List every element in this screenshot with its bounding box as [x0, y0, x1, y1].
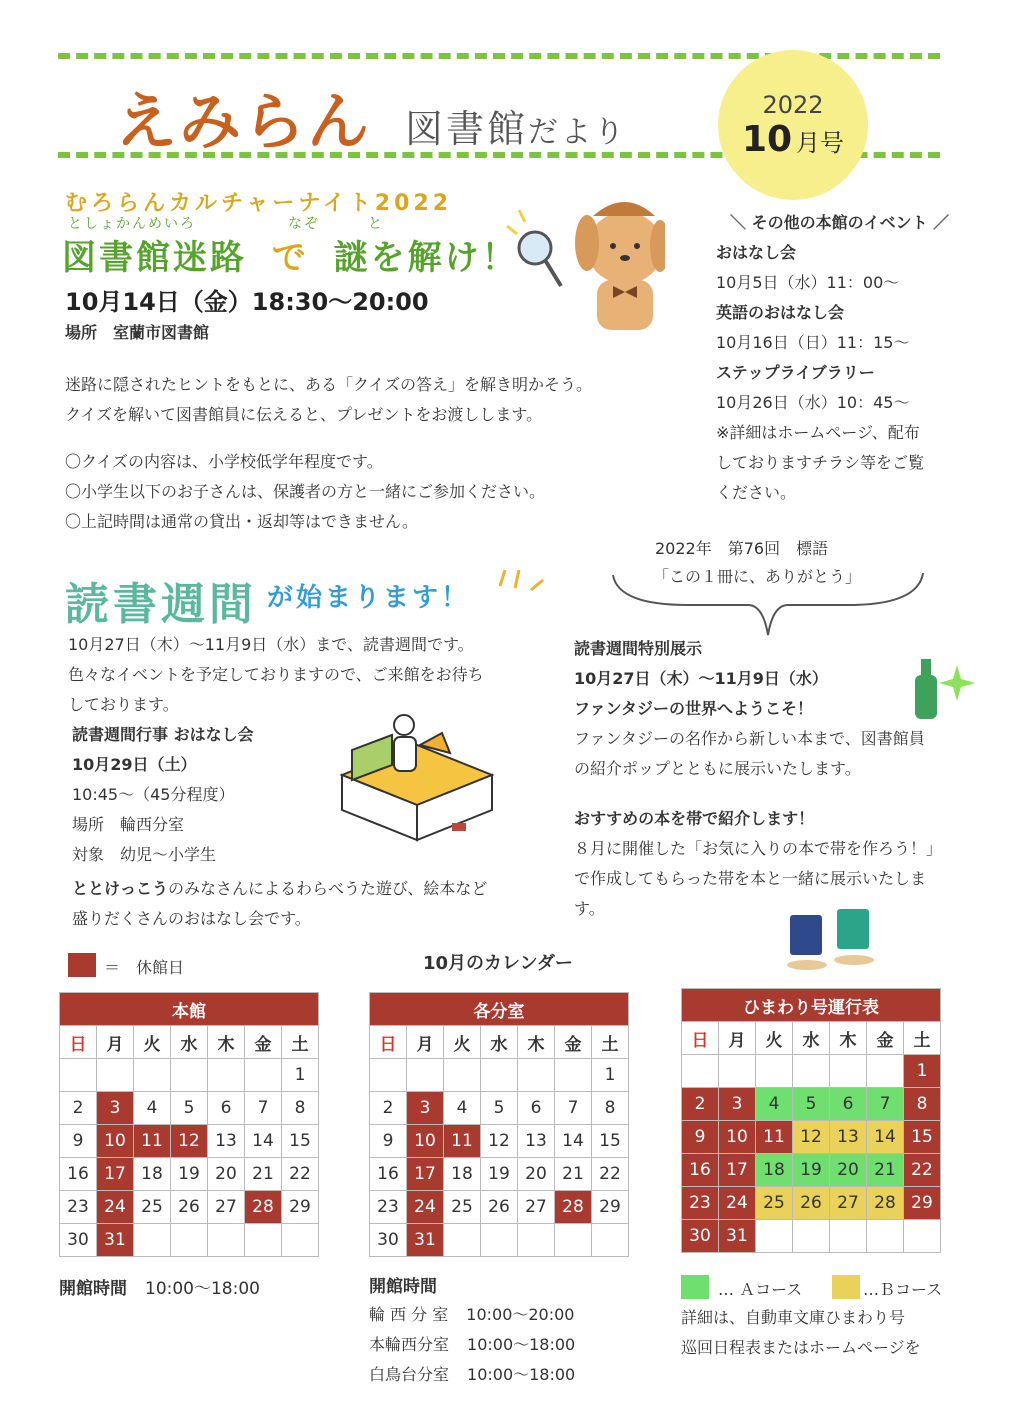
- bottle-sparkle-illustration: [905, 655, 977, 725]
- calendar-day: [793, 1055, 830, 1088]
- calendar-day: [60, 1059, 97, 1092]
- event-3-when: 10月26日（水）10：45〜: [716, 393, 910, 412]
- calendar-day: 2: [60, 1092, 97, 1125]
- calendar-day: [518, 1224, 555, 1257]
- event-notes: 〇クイズの内容は、小学校低学年程度です。 〇小学生以下のお子さんは、保護者の方と一緒にご参加ください。 〇上記時間は通常の貸出・返却等はできません。: [65, 452, 546, 531]
- calendar-day: [719, 1055, 756, 1088]
- weekday-header: 火: [134, 1026, 171, 1059]
- calendar-day: [756, 1220, 793, 1253]
- weekday-header: 金: [867, 1022, 904, 1055]
- calendar-day: 23: [60, 1191, 97, 1224]
- weekday-header: 木: [830, 1022, 867, 1055]
- calendar-day: 15: [592, 1125, 629, 1158]
- calendar-day: [407, 1059, 444, 1092]
- weekday-header: 木: [208, 1026, 245, 1059]
- calendar-day: 31: [719, 1220, 756, 1253]
- branch-hours-label: 開館時間: [369, 1277, 437, 1297]
- calendar-day: 12: [171, 1125, 208, 1158]
- calendar-day: 8: [592, 1092, 629, 1125]
- calendar-day: 8: [904, 1088, 941, 1121]
- calendar-day: 5: [793, 1088, 830, 1121]
- calendar-day: 9: [682, 1121, 719, 1154]
- calendar-day: 21: [245, 1158, 282, 1191]
- calendar-day: 14: [555, 1125, 592, 1158]
- weekday-header: 月: [407, 1026, 444, 1059]
- calendar-day: 22: [904, 1154, 941, 1187]
- calendar-day: 2: [370, 1092, 407, 1125]
- calendar-day: [171, 1059, 208, 1092]
- calendar-day: [830, 1055, 867, 1088]
- weekday-header: 木: [518, 1026, 555, 1059]
- closed-legend-label: ＝ 休館日: [104, 958, 185, 977]
- weekday-header: 水: [481, 1026, 518, 1059]
- calendar-day: 10: [719, 1121, 756, 1154]
- calendar-day: 7: [245, 1092, 282, 1125]
- weekday-header: 土: [904, 1022, 941, 1055]
- rw-event-description: ととけっこうのみなさんによるわらべうた遊び、絵本など 盛りだくさんのおはなし会です。: [72, 879, 488, 928]
- branch-hours-list: 輪 西 分 室 10:00〜20:00 本輪西分室 10:00〜18:00 白鳥台分室 10:00〜18:00: [369, 1305, 576, 1384]
- calendar-day: 13: [830, 1121, 867, 1154]
- calendar-day: [793, 1220, 830, 1253]
- calendar-day: 20: [518, 1158, 555, 1191]
- a-course-label: … Ａコース: [718, 1280, 803, 1299]
- calendar-day: 15: [282, 1125, 319, 1158]
- calendar-day: 2: [682, 1088, 719, 1121]
- calendar-header: 本館: [60, 993, 319, 1026]
- reading-week-subtitle: が始まります！: [267, 583, 471, 613]
- calendar-day: 1: [592, 1059, 629, 1092]
- calendar-day: 10: [97, 1125, 134, 1158]
- calendar-day: 27: [208, 1191, 245, 1224]
- event-place: 場所 室蘭市図書館: [65, 323, 210, 342]
- slogan-brace: [608, 565, 928, 640]
- calendar-day: 7: [867, 1088, 904, 1121]
- event-title: 図書館迷路 で 謎を解け！: [62, 238, 519, 278]
- calendar-day: 6: [208, 1092, 245, 1125]
- calendar-day: [134, 1224, 171, 1257]
- calendar-day: [245, 1059, 282, 1092]
- calendar-day: [555, 1224, 592, 1257]
- other-events-list: おはなし会 10月5日（水）11：00〜 英語のおはなし会 10月16日（日）11：15〜 ステップライブラリー 10月26日（水）10：45〜 ※詳細はホームページ、配布 しておりますチラシ等をご覧 ください。: [716, 238, 924, 508]
- calendar-day: 19: [481, 1158, 518, 1191]
- calendar-day: 29: [592, 1191, 629, 1224]
- rw-event-target: 対象 幼児〜小学生: [72, 845, 217, 864]
- exhibit-dates: 10月27日（木）〜11月9日（水）: [574, 669, 828, 688]
- event-2-name: 英語のおはなし会: [716, 303, 845, 322]
- calendar-day: 11: [756, 1121, 793, 1154]
- calendar-day: [555, 1059, 592, 1092]
- issue-badge: [718, 50, 868, 200]
- calendar-day: [481, 1224, 518, 1257]
- calendar-day: 24: [407, 1191, 444, 1224]
- calendar-day: 6: [518, 1092, 555, 1125]
- calendar-day: 30: [370, 1224, 407, 1257]
- calendar-day: 19: [171, 1158, 208, 1191]
- calendar-day: 4: [756, 1088, 793, 1121]
- a-course-swatch: [681, 1275, 709, 1299]
- calendar-day: 14: [245, 1125, 282, 1158]
- sparkle-marks: [495, 566, 555, 596]
- event-series: むろらんカルチャーナイト2022: [65, 191, 453, 216]
- calendar-day: 3: [407, 1092, 444, 1125]
- calendar-day: 5: [481, 1092, 518, 1125]
- weekday-header: 金: [245, 1026, 282, 1059]
- calendar-day: 16: [370, 1158, 407, 1191]
- calendar-day: [444, 1224, 481, 1257]
- calendar-day: [208, 1059, 245, 1092]
- reading-person-illustration: [332, 705, 502, 845]
- calendar-day: 13: [208, 1125, 245, 1158]
- calendar-day: 6: [830, 1088, 867, 1121]
- calendar-day: 29: [282, 1191, 319, 1224]
- calendar-day: [867, 1220, 904, 1253]
- calendar-day: [867, 1055, 904, 1088]
- calendar-day: 31: [97, 1224, 134, 1257]
- calendar-day: [756, 1055, 793, 1088]
- calendar-day: 11: [444, 1125, 481, 1158]
- weekday-header: 土: [592, 1026, 629, 1059]
- calendar-day: 23: [370, 1191, 407, 1224]
- calendar-day: 26: [793, 1187, 830, 1220]
- calendar-day: [245, 1224, 282, 1257]
- event-2-when: 10月16日（日）11：15〜: [716, 333, 910, 352]
- calendar-day: 24: [719, 1187, 756, 1220]
- slogan-line2: 「この１冊に、ありがとう」: [653, 567, 862, 586]
- event-description: 迷路に隠されたヒントをもとに、ある「クイズの答え」を解き明かそう。 クイズを解いて図書館員に伝えると、プレゼントをお渡しします。: [65, 375, 593, 424]
- calendar-day: 23: [682, 1187, 719, 1220]
- calendar-title: 10月のカレンダー: [423, 953, 573, 974]
- calendar-day: 22: [282, 1158, 319, 1191]
- calendar-day: 12: [481, 1125, 518, 1158]
- calendar-day: 28: [555, 1191, 592, 1224]
- calendar-day: 25: [134, 1191, 171, 1224]
- weekday-header: 月: [719, 1022, 756, 1055]
- calendar-day: [904, 1220, 941, 1253]
- other-events-title: ＼ その他の本館のイベント ／: [730, 213, 950, 232]
- main-hours: 開館時間 10:00〜18:00: [59, 1279, 260, 1299]
- calendar-day: [830, 1220, 867, 1253]
- event-1-name: おはなし会: [716, 243, 797, 262]
- calendar-day: 31: [407, 1224, 444, 1257]
- weekday-header: 水: [793, 1022, 830, 1055]
- obi-title: おすすめの本を帯で紹介します！: [574, 809, 815, 828]
- calendar-day: 17: [407, 1158, 444, 1191]
- calendar-day: 29: [904, 1187, 941, 1220]
- calendar-day: 16: [682, 1154, 719, 1187]
- calendar-day: 4: [444, 1092, 481, 1125]
- calendar-day: 25: [444, 1191, 481, 1224]
- calendar-day: 17: [97, 1158, 134, 1191]
- calendar-day: 15: [904, 1121, 941, 1154]
- calendar-day: 14: [867, 1121, 904, 1154]
- calendar-day: 20: [208, 1158, 245, 1191]
- calendar-day: [97, 1059, 134, 1092]
- closed-legend-swatch: [68, 953, 96, 977]
- detective-dog-illustration: [505, 188, 665, 338]
- calendar-header: 各分室: [370, 993, 629, 1026]
- calendar-day: 3: [719, 1088, 756, 1121]
- event-1-when: 10月5日（水）11：00〜: [716, 273, 900, 292]
- calendar-day: 18: [444, 1158, 481, 1191]
- calendar-day: 22: [592, 1158, 629, 1191]
- calendar-day: 24: [97, 1191, 134, 1224]
- book-characters-illustration: [782, 905, 892, 975]
- calendar-day: [282, 1224, 319, 1257]
- calendar-day: 21: [555, 1158, 592, 1191]
- calendar-day: 19: [793, 1154, 830, 1187]
- subtitle-tail: だより: [528, 115, 628, 150]
- calendar-day: [481, 1059, 518, 1092]
- calendar-day: 17: [719, 1154, 756, 1187]
- reading-week-intro: 10月27日（木）〜11月9日（水）まで、読書週間です。 色々なイベントを予定しておりますので、ご来館をお待ち しております。: [68, 635, 484, 714]
- b-course-label: …Ｂコース: [863, 1280, 943, 1299]
- event-3-name: ステップライブラリー: [716, 363, 875, 382]
- reading-week-title: 読書週間: [65, 579, 257, 630]
- calendar-day: [518, 1059, 555, 1092]
- branch-calendar: [369, 992, 629, 1257]
- calendar-day: [208, 1224, 245, 1257]
- event-ruby: としょかんめいろ なぞ と: [68, 216, 384, 232]
- calendar-day: 1: [282, 1059, 319, 1092]
- weekday-header: 水: [171, 1026, 208, 1059]
- weekday-header: 日: [370, 1026, 407, 1059]
- calendar-day: 30: [682, 1220, 719, 1253]
- calendar-day: 27: [830, 1187, 867, 1220]
- rw-event-title: 読書週間行事 おはなし会: [72, 725, 254, 744]
- calendar-day: 11: [134, 1125, 171, 1158]
- calendar-day: 30: [60, 1224, 97, 1257]
- slogan-line1: 2022年 第76回 標語: [655, 539, 829, 558]
- calendar-day: [134, 1059, 171, 1092]
- calendar-day: 26: [171, 1191, 208, 1224]
- weekday-header: 火: [756, 1022, 793, 1055]
- himawari-note: 詳細は、自動車文庫ひまわり号 巡回日程表またはホームページを: [681, 1308, 921, 1357]
- rw-event-place: 場所 輪西分室: [72, 815, 185, 834]
- calendar-day: 27: [518, 1191, 555, 1224]
- exhibit-theme: ファンタジーの世界へようこそ！: [574, 699, 814, 718]
- calendar-day: 9: [60, 1125, 97, 1158]
- weekday-header: 土: [282, 1026, 319, 1059]
- newsletter-subtitle: [405, 98, 627, 153]
- himawari-calendar: [681, 988, 941, 1253]
- reading-week-event: [72, 720, 254, 870]
- calendar-day: 25: [756, 1187, 793, 1220]
- calendar-header: ひまわり号運行表: [682, 989, 941, 1022]
- main-library-calendar: [59, 992, 319, 1257]
- subtitle-main: 図書館: [405, 107, 529, 151]
- calendar-day: 28: [867, 1187, 904, 1220]
- calendar-day: 13: [518, 1125, 555, 1158]
- calendar-day: 5: [171, 1092, 208, 1125]
- event-datetime: 10月14日（金）18:30〜20:00: [65, 288, 429, 316]
- exhibit-section: 読書週間特別展示 10月27日（木）〜11月9日（水） ファンタジーの世界へようこそ！ ファンタジーの名作から新しい本まで、図書館員 の紹介ポップとともに展示いたします。: [574, 634, 925, 784]
- weekday-header: 月: [97, 1026, 134, 1059]
- obi-section: おすすめの本を帯で紹介します！ ８月に開催した「お気に入りの本で帯を作ろう！」 で作成してもらった帯を本と一緒に展示いたしま す。: [574, 804, 942, 924]
- calendar-day: [171, 1224, 208, 1257]
- weekday-header: 日: [60, 1026, 97, 1059]
- calendar-day: 8: [282, 1092, 319, 1125]
- calendar-day: 3: [97, 1092, 134, 1125]
- calendar-day: 4: [134, 1092, 171, 1125]
- weekday-header: 日: [682, 1022, 719, 1055]
- issue-year: 2022: [762, 90, 824, 119]
- issue-month: 10 月号: [741, 118, 845, 160]
- calendar-day: 1: [904, 1055, 941, 1088]
- calendar-day: 28: [245, 1191, 282, 1224]
- calendar-day: 21: [867, 1154, 904, 1187]
- rw-event-date: 10月29日（土）: [72, 755, 197, 774]
- calendar-day: 9: [370, 1125, 407, 1158]
- calendar-day: 16: [60, 1158, 97, 1191]
- rw-event-time: 10:45〜（45分程度）: [72, 785, 235, 804]
- calendar-day: 10: [407, 1125, 444, 1158]
- calendar-day: [444, 1059, 481, 1092]
- exhibit-title: 読書週間特別展示: [574, 639, 703, 658]
- calendar-day: 18: [134, 1158, 171, 1191]
- b-course-swatch: [832, 1275, 860, 1299]
- calendar-day: 7: [555, 1092, 592, 1125]
- calendar-day: [370, 1059, 407, 1092]
- calendar-day: [682, 1055, 719, 1088]
- weekday-header: 火: [444, 1026, 481, 1059]
- calendar-day: 20: [830, 1154, 867, 1187]
- calendar-day: [592, 1224, 629, 1257]
- calendar-day: 18: [756, 1154, 793, 1187]
- newsletter-logo: えみらん: [115, 85, 372, 158]
- weekday-header: 金: [555, 1026, 592, 1059]
- calendar-day: 12: [793, 1121, 830, 1154]
- calendar-day: 26: [481, 1191, 518, 1224]
